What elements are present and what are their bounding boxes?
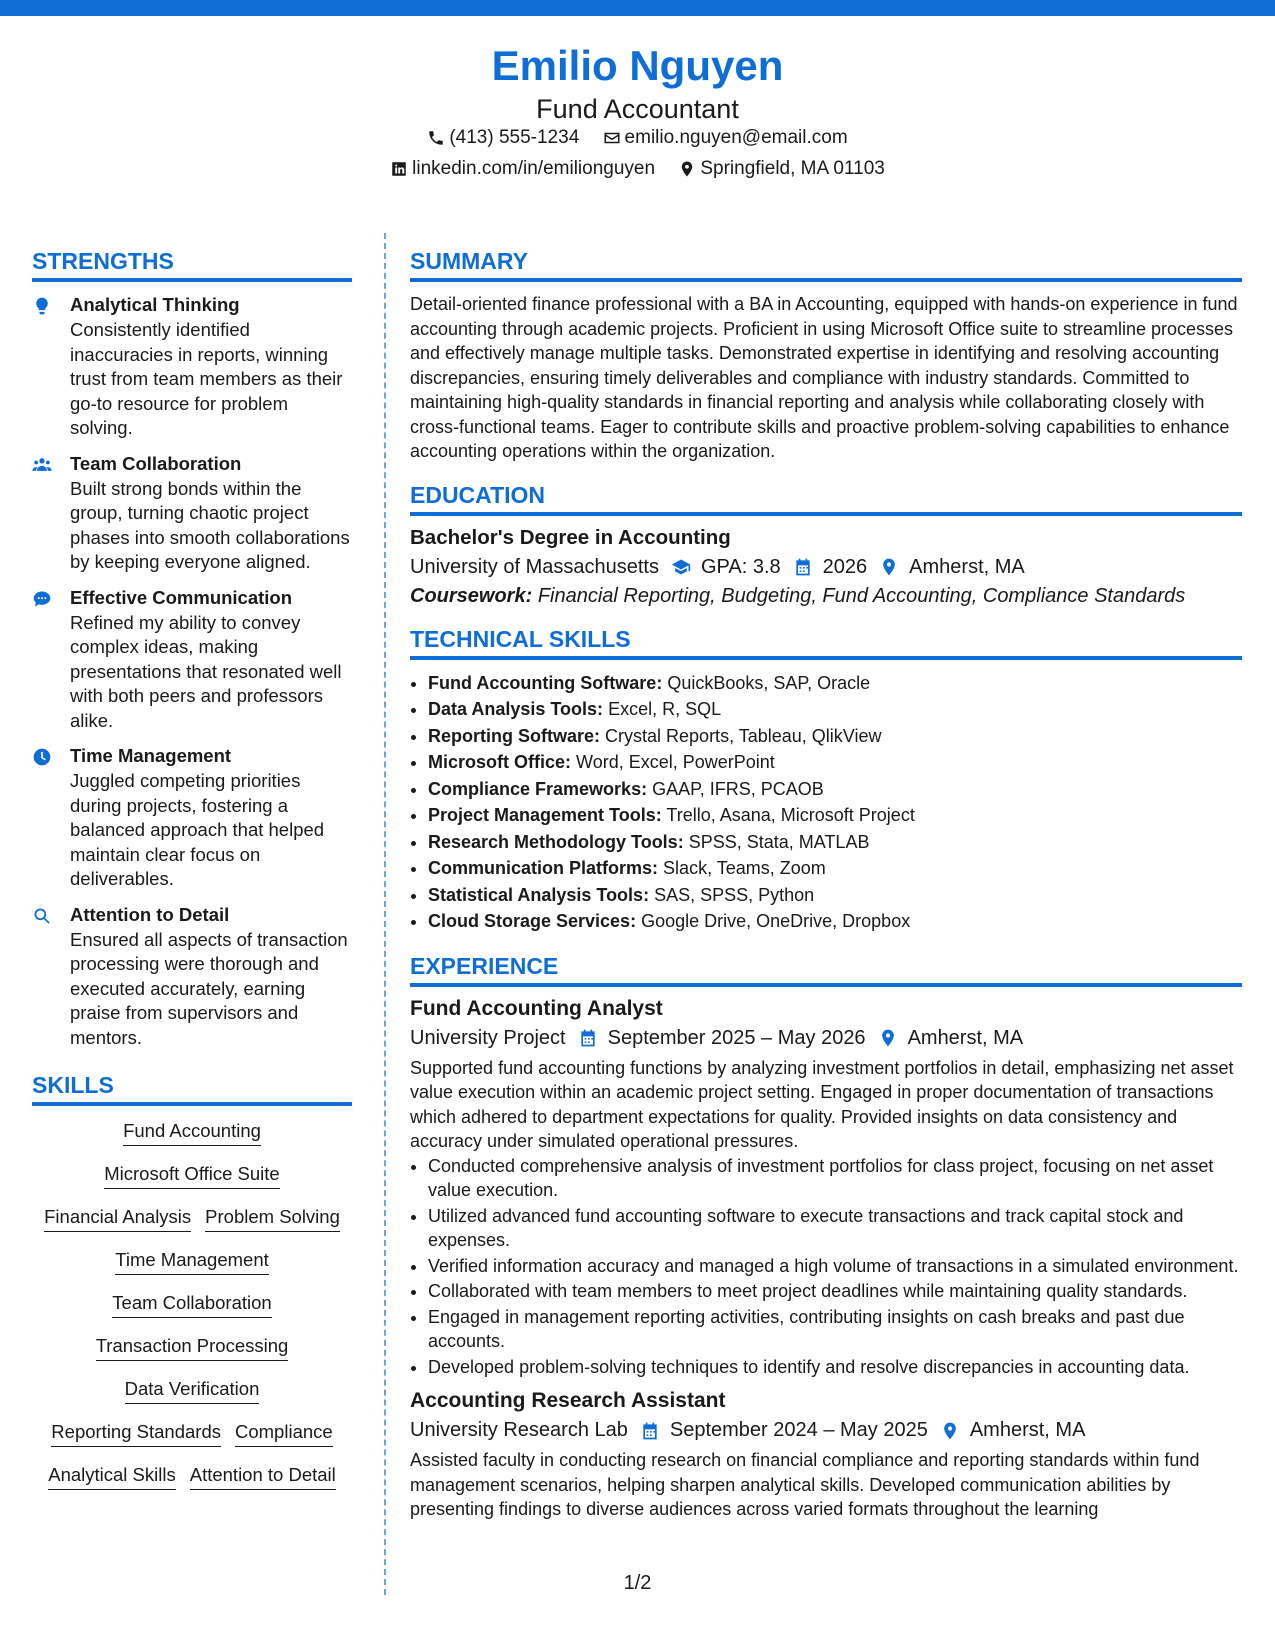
job-description: Assisted faculty in conducting research on financial compliance and reporting standards within fund management scenarios, helping sharpen analytical skills. Developed communication abilities by presenting findings to diverse audiences across varied formats throughout the learning: [410, 1450, 1200, 1519]
phone-icon: [427, 129, 445, 147]
skills-row: [32, 1421, 352, 1447]
top-accent-bar: [0, 0, 1275, 16]
strength-description: Juggled competing priorities during projects, fostering a balanced approach that helped maintain clear focus on deliverables.: [70, 770, 325, 889]
strength-description: Consistently identified inaccuracies in reports, winning trust from team members as their go-to resource for problem solving.: [70, 319, 343, 438]
strengths-heading: STRENGTHS: [32, 248, 352, 282]
skill-tag: Analytical Skills: [48, 1464, 176, 1490]
coursework: [410, 585, 1242, 608]
technical-skill-item: [428, 776, 1242, 803]
technical-skill-item: [428, 749, 1242, 776]
technical-skill-label: Data Analysis Tools:: [428, 699, 604, 719]
strength-title: Effective Communication: [70, 586, 293, 608]
technical-skill-label: Cloud Storage Services:: [428, 911, 637, 931]
skill-tag: Transaction Processing: [96, 1335, 289, 1361]
linkedin-icon: [390, 160, 408, 178]
candidate-title: Fund Accountant: [536, 94, 739, 124]
skills-row: [32, 1249, 352, 1275]
job-bullet: • Engaged in management reporting activities, contributing insights on cash breaks and past due accounts.: [428, 1305, 1242, 1354]
skills-row: [32, 1464, 352, 1490]
technical-skill-value: Crystal Reports, Tableau, QlikView: [605, 725, 882, 746]
strength-description: Ensured all aspects of transaction processing were thorough and executed accurately, earning praise from supervisors and mentors.: [70, 928, 348, 1048]
skills-row: [32, 1120, 352, 1146]
technical-skill-item: [428, 723, 1242, 750]
technical-skill-value: SPSS, Stata, MATLAB: [688, 831, 870, 852]
strength-body: [70, 587, 352, 734]
summary-heading: SUMMARY: [410, 248, 1242, 282]
skill-tag: Fund Accounting: [123, 1120, 261, 1146]
strength-description: Built strong bonds within the group, turning chaotic project phases into smooth collaborations by keeping everyone aligned.: [70, 477, 350, 572]
technical-skill-label: Research Methodology Tools:: [428, 831, 684, 852]
job-dates: September 2024 – May 2025: [669, 1419, 928, 1441]
skills-list: [32, 1120, 352, 1490]
map-pin-icon: [678, 160, 696, 178]
map-pin-icon: [940, 1421, 960, 1441]
page-number: 1/2: [623, 1572, 652, 1594]
technical-skill-value: SAS, SPSS, Python: [654, 884, 815, 905]
technical-skill-label: Microsoft Office:: [428, 752, 572, 772]
skill-tag: Microsoft Office Suite: [104, 1163, 279, 1189]
strength-title: Analytical Thinking: [70, 294, 240, 315]
strength-item: [32, 453, 352, 575]
graduation-year: 2026: [822, 555, 868, 578]
technical-skill-value: Trello, Asana, Microsoft Project: [666, 805, 915, 825]
gpa-text: GPA: 3.8: [700, 555, 781, 578]
strength-item: [32, 904, 352, 1051]
job-bullets: [410, 1154, 1242, 1380]
phone-item: [427, 127, 579, 149]
right-column: [410, 248, 1242, 1522]
job-bullet: • Collaborated with team members to meet project deadlines while maintaining quality standards.: [428, 1279, 1242, 1304]
job-description: Supported fund accounting functions by analyzing investment portfolios in detail, emphasizing net asset value execution within an academic project setting. Engaged in proper documentation of transactions which adhered to department expectations for quality. Provided insights on data consistency and accuracy under simulated operational pressures.: [410, 1057, 1234, 1151]
email-icon: [603, 129, 621, 147]
technical-skill-item: [428, 696, 1242, 723]
technical-skill-value: Google Drive, OneDrive, Dropbox: [641, 911, 911, 931]
strength-icon-wrap: [32, 453, 70, 575]
strength-title: Time Management: [70, 745, 232, 766]
technical-skill-value: Excel, R, SQL: [608, 699, 722, 719]
job-location: Amherst, MA: [969, 1419, 1086, 1441]
job-meta: [410, 1419, 1242, 1442]
school-name: University of Massachusetts: [410, 555, 659, 578]
education-meta: [410, 556, 1242, 579]
experience-item: [410, 997, 1242, 1380]
technical-skill-item: [428, 829, 1242, 856]
coursework-label: Coursework:: [410, 584, 533, 607]
skill-tag: Financial Analysis: [44, 1206, 191, 1232]
technical-skills-heading: TECHNICAL SKILLS: [410, 626, 1242, 660]
strength-icon-wrap: [32, 904, 70, 1051]
email-item[interactable]: [603, 127, 848, 149]
job-location: Amherst, MA: [907, 1026, 1024, 1049]
technical-skill-label: Project Management Tools:: [428, 805, 662, 825]
strength-icon-wrap: [32, 745, 70, 892]
map-pin-icon: [878, 1028, 898, 1048]
contact-row-2: [0, 158, 1275, 184]
strength-title: Team Collaboration: [70, 452, 242, 474]
experience-list: [410, 997, 1242, 1522]
technical-skill-item: [428, 855, 1242, 882]
skill-tag: Team Collaboration: [112, 1292, 271, 1318]
technical-skill-label: Statistical Analysis Tools:: [428, 884, 650, 905]
calendar-icon: [578, 1028, 598, 1048]
contact-row-1: [0, 127, 1275, 153]
strength-icon-wrap: [32, 294, 70, 441]
strength-icon-wrap: [32, 587, 70, 734]
technical-skill-value: Slack, Teams, Zoom: [663, 858, 826, 878]
technical-skill-item: [428, 882, 1242, 909]
strength-body: [70, 294, 352, 441]
job-organization: University Research Lab: [410, 1419, 628, 1441]
technical-skill-item: [428, 802, 1242, 829]
strength-body: [70, 453, 352, 575]
graduation-cap-icon: [671, 557, 691, 577]
skills-heading: SKILLS: [32, 1072, 352, 1106]
strength-body: [70, 904, 352, 1051]
skill-tag: Reporting Standards: [51, 1421, 221, 1447]
candidate-name: Emilio Nguyen: [491, 42, 784, 89]
strength-description: Refined my ability to convey complex ideas, making presentations that resonated well with both peers and professors alike.: [70, 611, 342, 731]
job-meta: [410, 1027, 1242, 1050]
search-icon: [32, 906, 52, 926]
experience-item: [410, 1389, 1242, 1522]
calendar-icon: [640, 1421, 660, 1441]
linkedin-text: linkedin.com/in/emilionguyen: [412, 158, 656, 179]
skills-row: [32, 1292, 352, 1318]
job-dates: September 2025 – May 2026: [607, 1026, 866, 1049]
skills-row: [32, 1378, 352, 1404]
skill-tag: Time Management: [115, 1249, 269, 1275]
coursework-list: Financial Reporting, Budgeting, Fund Accounting, Compliance Standards: [537, 584, 1186, 607]
phone-text: (413) 555-1234: [449, 127, 580, 148]
location-text: Springfield, MA 01103: [700, 158, 885, 179]
skills-row: [32, 1335, 352, 1361]
location-item: [678, 158, 885, 180]
job-title: Fund Accounting Analyst: [410, 996, 663, 1020]
skill-tag: Data Verification: [125, 1378, 260, 1404]
map-pin-icon: [879, 557, 899, 577]
chat-icon: [32, 589, 52, 609]
skill-tag: Compliance: [235, 1421, 333, 1447]
degree-title: Bachelor's Degree in Accounting: [410, 525, 731, 549]
experience-heading: EXPERIENCE: [410, 953, 1242, 987]
job-title: Accounting Research Assistant: [410, 1389, 726, 1412]
technical-skills-list: [410, 670, 1242, 935]
calendar-icon: [793, 557, 813, 577]
strength-item: [32, 587, 352, 734]
lightbulb-icon: [32, 296, 52, 316]
job-bullet: • Developed problem-solving techniques to identify and resolve discrepancies in accounting data.: [428, 1355, 1242, 1380]
technical-skill-value: Word, Excel, PowerPoint: [576, 752, 775, 772]
education-heading: EDUCATION: [410, 482, 1242, 516]
job-bullet: • Conducted comprehensive analysis of investment portfolios for class project, focusing on net asset value execution.: [428, 1154, 1242, 1203]
job-bullet: • Utilized advanced fund accounting software to execute transactions and track capital stock and expenses.: [428, 1204, 1242, 1253]
strength-item: [32, 294, 352, 441]
technical-skill-value: GAAP, IFRS, PCAOB: [652, 778, 824, 799]
clock-icon: [32, 747, 52, 767]
technical-skill-item: [428, 908, 1242, 935]
technical-skill-label: Reporting Software:: [428, 725, 601, 746]
strength-body: [70, 745, 352, 892]
linkedin-item[interactable]: [390, 158, 655, 180]
skill-tag: Attention to Detail: [190, 1464, 336, 1490]
technical-skill-label: Compliance Frameworks:: [428, 778, 648, 799]
skills-row: [32, 1206, 352, 1232]
summary-text: Detail-oriented finance professional with a BA in Accounting, equipped with hands-on experience in fund accounting through academic projects. Proficient in using Microsoft Office suite to streamline processes and effectively manage multiple tasks. Demonstrated expertise in identifying and resolving accounting discrepancies, ensuring timely deliverables and compliance with industry standards. Committed to maintaining high-quality standards in financial reporting and analysis while collaborating closely with cross-functional teams. Eager to contribute skills and proactive problem-solving capabilities to enhance accounting operations within the organization.: [410, 294, 1238, 461]
education-location: Amherst, MA: [909, 555, 1025, 578]
column-divider: [384, 233, 386, 1595]
strength-title: Attention to Detail: [70, 903, 230, 925]
job-organization: University Project: [410, 1026, 566, 1049]
email-text: emilio.nguyen@email.com: [624, 127, 848, 148]
job-bullet: • Verified information accuracy and managed a high volume of transactions in a simulated environment.: [428, 1254, 1242, 1279]
left-column: [32, 248, 352, 1507]
users-icon: [32, 455, 52, 475]
skills-row: [32, 1163, 352, 1189]
strength-item: [32, 745, 352, 892]
technical-skill-label: Fund Accounting Software:: [428, 672, 663, 693]
technical-skill-item: [428, 670, 1242, 697]
strengths-list: [32, 294, 352, 1050]
technical-skill-value: QuickBooks, SAP, Oracle: [667, 672, 871, 693]
skill-tag: Problem Solving: [205, 1206, 340, 1232]
technical-skill-label: Communication Platforms:: [428, 858, 659, 878]
